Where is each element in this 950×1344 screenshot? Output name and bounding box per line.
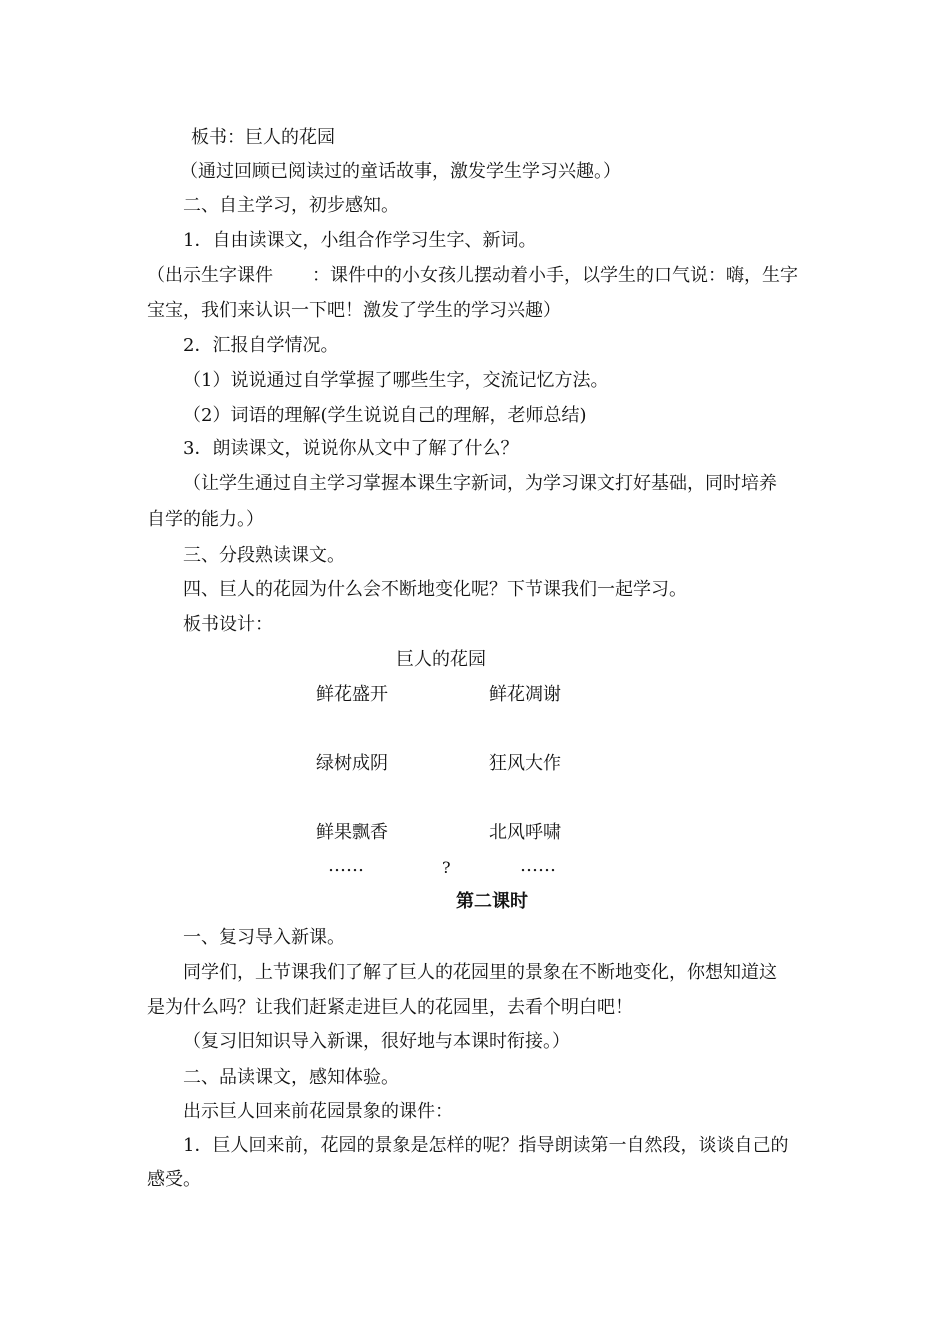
section-heading: 四、巨人的花园为什么会不断地变化呢？下节课我们一起学习。 [183, 579, 687, 600]
paragraph-line: 板书设计： [183, 614, 273, 635]
section-heading: 一、复习导入新课。 [183, 927, 345, 948]
paragraph-line: 同学们，上节课我们了解了巨人的花园里的景象在不断地变化，你想知道这 [183, 962, 777, 983]
paragraph-line: 出示巨人回来前花园景象的课件： [183, 1101, 453, 1122]
paragraph-line: （通过回顾已阅读过的童话故事，激发学生学习兴趣。） [180, 161, 621, 182]
paragraph-line: （复习旧知识导入新课，很好地与本课时衔接。） [183, 1031, 570, 1052]
lesson-heading: 第二课时 [456, 891, 528, 912]
paragraph-line: （出示生字课件 [147, 265, 273, 286]
section-heading: 二、自主学习，初步感知。 [183, 195, 399, 216]
board-note-line: 板书：巨人的花园 [191, 127, 335, 148]
paragraph-line: 1．自由读课文，小组合作学习生字、新词。 [183, 230, 537, 251]
paragraph-line: （让学生通过自主学习掌握本课生字新词，为学习课文打好基础，同时培养 [183, 473, 777, 494]
paragraph-line: 自学的能力。） [147, 509, 264, 530]
section-heading: 三、分段熟读课文。 [183, 545, 345, 566]
board-ellipsis-left: …… [328, 855, 364, 876]
board-right-item: 狂风大作 [489, 753, 561, 774]
section-heading: 二、品读课文，感知体验。 [183, 1067, 399, 1088]
paragraph-line: 是为什么吗？让我们赶紧走进巨人的花园里，去看个明白吧！ [147, 997, 633, 1018]
paragraph-line: 感受。 [147, 1169, 201, 1190]
paragraph-line: 3．朗读课文，说说你从文中了解了什么？ [183, 438, 519, 459]
board-title: 巨人的花园 [396, 649, 486, 670]
paragraph-line: ：课件中的小女孩儿摆动着小手，以学生的口气说：嗨，生字 [312, 265, 798, 286]
paragraph-line: （2）词语的理解(学生说说自己的理解，老师总结) [183, 405, 587, 426]
paragraph-line: 2．汇报自学情况。 [183, 335, 339, 356]
board-ellipsis-right: …… [520, 855, 556, 876]
board-right-item: 鲜花凋谢 [489, 684, 561, 705]
board-question-mark: ? [442, 858, 451, 877]
board-left-item: 绿树成阴 [316, 753, 388, 774]
paragraph-line: 宝宝，我们来认识一下吧！激发了学生的学习兴趣） [147, 300, 561, 321]
board-right-item: 北风呼啸 [489, 822, 561, 843]
board-left-item: 鲜果飘香 [316, 822, 388, 843]
paragraph-line: （1）说说通过自学掌握了哪些生字，交流记忆方法。 [183, 370, 609, 391]
paragraph-line: 1．巨人回来前，花园的景象是怎样的呢？指导朗读第一自然段，谈谈自己的 [183, 1135, 789, 1156]
board-left-item: 鲜花盛开 [316, 684, 388, 705]
